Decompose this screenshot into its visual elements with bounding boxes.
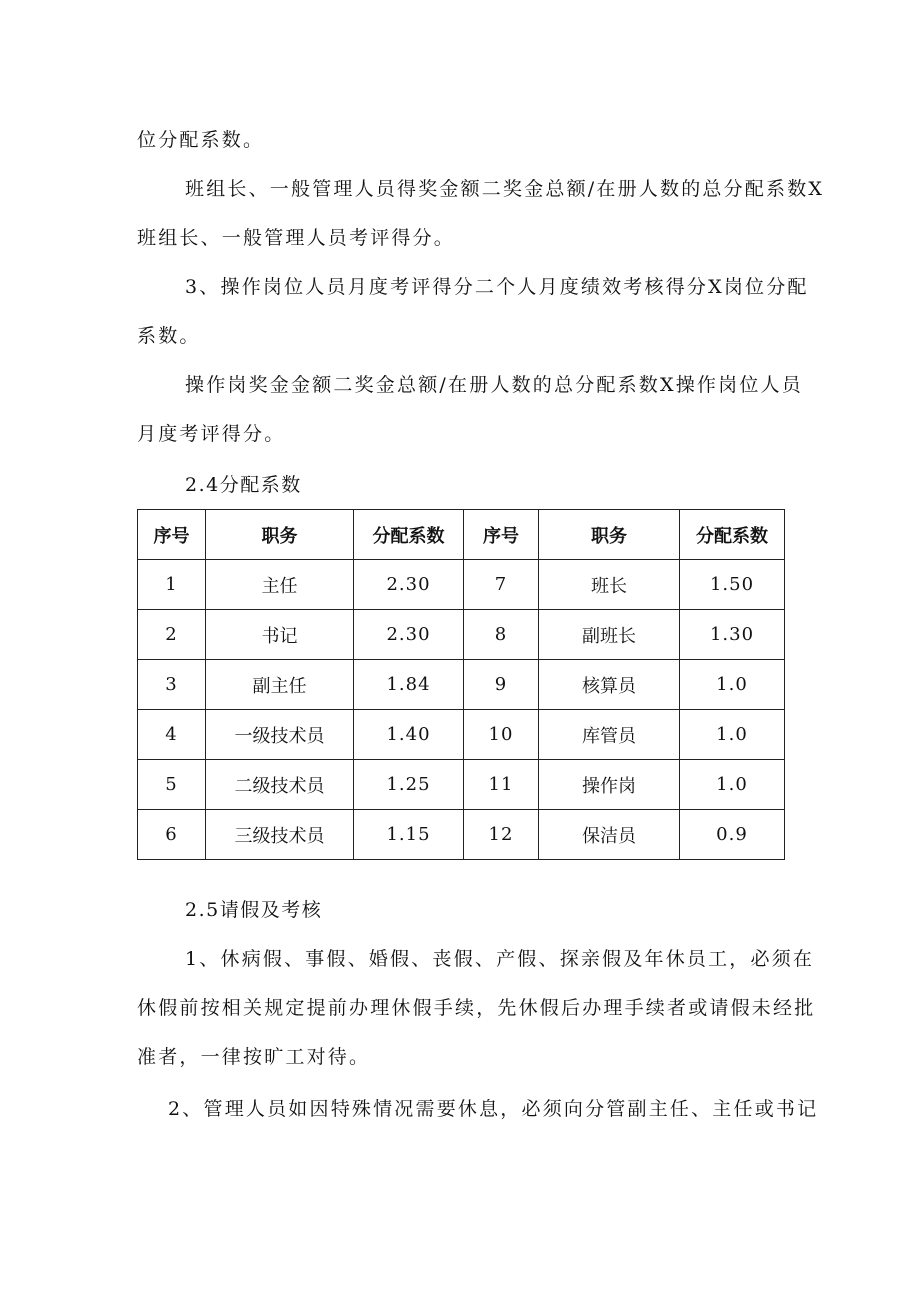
section-heading-2-4: 2.4分配系数 [185,474,302,496]
paragraph-line: 2、管理人员如因特殊情况需要休息，必须向分管副主任、主任或书记 [168,1098,819,1120]
cell-position: 库管员 [539,710,680,760]
paragraph-line: 班组长、一般管理人员考评得分。 [137,227,456,249]
paragraph-line: 班组长、一般管理人员得奖金额二奖金总额/在册人数的总分配系数X [185,178,825,200]
paragraph-line: 3、操作岗位人员月度考评得分二个人月度绩效考核得分X岗位分配 [185,276,809,298]
paragraph-line: 准者，一律按旷工对待。 [137,1046,371,1068]
cell-index: 1 [138,560,206,610]
paragraph-line: 月度考评得分。 [137,423,286,445]
table-row [138,810,785,860]
cell-position: 班长 [539,560,680,610]
table-row [138,610,785,660]
cell-position: 一级技术员 [206,710,354,760]
cell-coefficient: 1.0 [680,660,785,710]
cell-position: 二级技术员 [206,760,354,810]
header-index: 序号 [464,510,539,560]
cell-coefficient: 1.0 [680,710,785,760]
header-coefficient: 分配系数 [354,510,464,560]
coefficient-table [137,509,785,860]
cell-index: 4 [138,710,206,760]
paragraph-line: 位分配系数。 [137,129,265,151]
header-position: 职务 [539,510,680,560]
cell-index: 5 [138,760,206,810]
cell-index: 12 [464,810,539,860]
section-heading-2-5: 2.5请假及考核 [185,899,323,921]
cell-position: 保洁员 [539,810,680,860]
cell-index: 6 [138,810,206,860]
cell-index: 9 [464,660,539,710]
table-header-row [138,510,785,560]
cell-position: 副班长 [539,610,680,660]
paragraph-line: 1、休病假、事假、婚假、丧假、产假、探亲假及年休员工，必须在 [185,948,815,970]
table-row [138,710,785,760]
cell-position: 书记 [206,610,354,660]
cell-coefficient: 1.50 [680,560,785,610]
cell-index: 3 [138,660,206,710]
paragraph-line: 系数。 [137,325,201,347]
cell-index: 7 [464,560,539,610]
cell-coefficient: 1.0 [680,760,785,810]
cell-coefficient: 1.25 [354,760,464,810]
cell-index: 10 [464,710,539,760]
cell-coefficient: 1.15 [354,810,464,860]
table-row [138,560,785,610]
cell-position: 三级技术员 [206,810,354,860]
cell-position: 副主任 [206,660,354,710]
paragraph-line: 操作岗奖金金额二奖金总额/在册人数的总分配系数X操作岗位人员 [185,374,803,396]
header-index: 序号 [138,510,206,560]
cell-index: 2 [138,610,206,660]
cell-position: 操作岗 [539,760,680,810]
cell-index: 11 [464,760,539,810]
table-row [138,760,785,810]
cell-index: 8 [464,610,539,660]
cell-coefficient: 1.84 [354,660,464,710]
header-position: 职务 [206,510,354,560]
cell-coefficient: 0.9 [680,810,785,860]
paragraph-line: 休假前按相关规定提前办理休假手续，先休假后办理手续者或请假未经批 [137,997,816,1019]
cell-coefficient: 1.40 [354,710,464,760]
cell-position: 核算员 [539,660,680,710]
cell-coefficient: 1.30 [680,610,785,660]
cell-coefficient: 2.30 [354,610,464,660]
cell-position: 主任 [206,560,354,610]
cell-coefficient: 2.30 [354,560,464,610]
table-row [138,660,785,710]
header-coefficient: 分配系数 [680,510,785,560]
